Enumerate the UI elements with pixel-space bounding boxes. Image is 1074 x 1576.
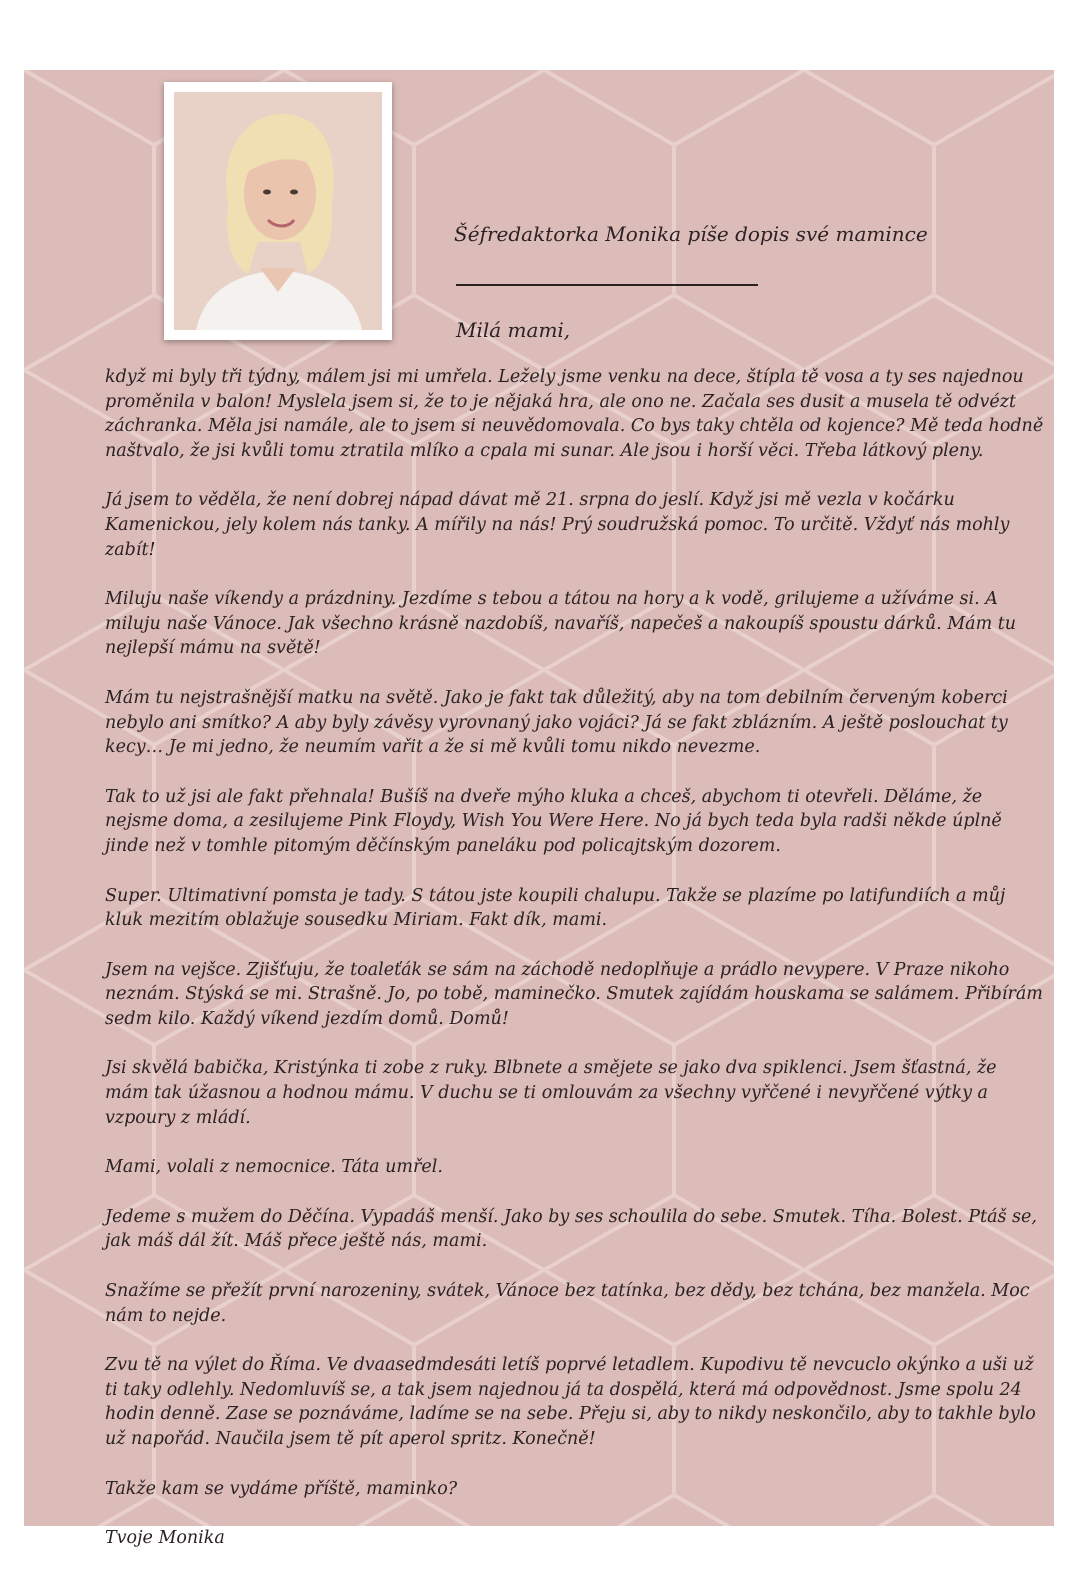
subtitle-divider — [456, 284, 758, 286]
letter-paragraph: Mám tu nejstrašnější matku na světě. Jako je fakt tak důležitý, aby na tom debilním červeným koberci nebylo ani smítko? A aby byly závěsy vyrovnaný jako vojáci? Já se fakt zblázním. A ještě poslouchat ty kecy… Je mi jedno, že neumím vařit a že si mě kvůli tomu nikdo nevezme. — [105, 687, 1008, 758]
letter-panel — [24, 70, 1054, 1549]
letter-subtitle: Šéfredaktorka Monika píše dopis své mamince — [454, 222, 928, 246]
letter-paragraph: Já jsem to věděla, že není dobrej nápad dávat mě 21. srpna do jeslí. Když jsi mě vezla v kočárku Kamenickou, jely kolem nás tanky. A mířily na nás! Prý soudružská pomoc. To určitě. Vždyť nás mohly zabít! — [105, 490, 1010, 560]
letter-greeting: Milá mami, — [456, 318, 571, 342]
letter-paragraph: Jedeme s mužem do Děčína. Vypadáš menší. Jako by ses schoulila do sebe. Smutek. Tíha. Bolest. Ptáš se, jak máš dál žít. Máš přece ještě nás, mami. — [105, 1206, 1037, 1252]
letter-body — [105, 365, 1045, 1576]
letter-paragraph: Miluju naše víkendy a prázdniny. Jezdíme s tebou a tátou na hory a k vodě, grilujeme a užíváme si. A miluju naše Vánoce. Jak všechno krásně nazdobíš, navaříš, napečeš a nakoupíš spoustu dárků. Mám tu nejlepší mámu na světě! — [105, 589, 1017, 659]
letter-paragraph: Super. Ultimativní pomsta je tady. S tátou jste koupili chalupu. Takže se plazíme po latifundiích a můj kluk mezitím oblažuje sousedku Miriam. Fakt dík, mami. — [105, 885, 1006, 931]
letter-paragraph: Zvu tě na výlet do Říma. Ve dvaasedmdesáti letíš poprvé letadlem. Kupodivu tě nevcuclo okýnko a uši už ti taky odlehly. Nedomluvíš se, a tak jsem najednou já ta dospělá, která má odpovědnost. Jsme spolu 24 hodin denně. Zase se poznáváme, ladíme se na sebe. Přeju si, aby to nikdy neskončilo, aby to takhle bylo už napořád. Naučila jsem tě pít aperol spritz. Konečně! — [105, 1355, 1036, 1449]
letter-signature: Tvoje Monika — [105, 1528, 225, 1549]
letter-paragraph: Takže kam se vydáme příště, maminko? — [105, 1478, 458, 1499]
portrait-photo-frame — [164, 82, 392, 340]
portrait-photo — [174, 92, 382, 330]
letter-paragraph: Jsi skvělá babička, Kristýnka ti zobe z ruky. Blbnete a smějete se jako dva spiklenci. Jsem šťastná, že mám tak úžasnou a hodnou mámu. V duchu se ti omlouvám za všechny vyřčené i nevyřčené výtky a vzpoury z mládí. — [105, 1058, 997, 1128]
letter-paragraph: Mami, volali z nemocnice. Táta umřel. — [105, 1157, 443, 1178]
letter-paragraph: když mi byly tři týdny, málem jsi mi umřela. Ležely jsme venku na dece, štípla tě vosa a ty ses najednou proměnila v balon! Myslela jsem si, že to je nějaká hra, ale ono ne. Začala ses dusit a musela tě odvézt záchranka. Měla jsi namále, ale to jsem si neuvědomovala. Co bys taky chtěla od kojence? Mě teda hodně naštvalo, že jsi kvůli tomu ztratila mlíko a cpala mi sunar. Ale jsou i horší věci. Třeba látkový pleny. — [105, 367, 1044, 461]
letter-paragraph: Jsem na vejšce. Zjišťuju, že toaleťák se sám na záchodě nedoplňuje a prádlo nevypere. V Praze nikoho neznám. Stýská se mi. Strašně. Jo, po tobě, maminečko. Smutek zajídám houskama se salámem. Přibírám sedm kilo. Každý víkend jezdím domů. Domů! — [105, 959, 1043, 1029]
letter-paragraph: Snažíme se přežít první narozeniny, svátek, Vánoce bez tatínka, bez dědy, bez tchána, bez manžela. Moc nám to nejde. — [105, 1281, 1030, 1326]
letter-paragraph: Tak to už jsi ale fakt přehnala! Bušíš na dveře mýho kluka a chceš, abychom ti otevřeli. Děláme, že nejsme doma, a zesilujeme Pink Floydy, Wish You Were Here. No já bych teda byla radši někde úplně jinde než v tomhle pitomým děčínským paneláku pod policajtským dozorem. — [105, 786, 1002, 856]
